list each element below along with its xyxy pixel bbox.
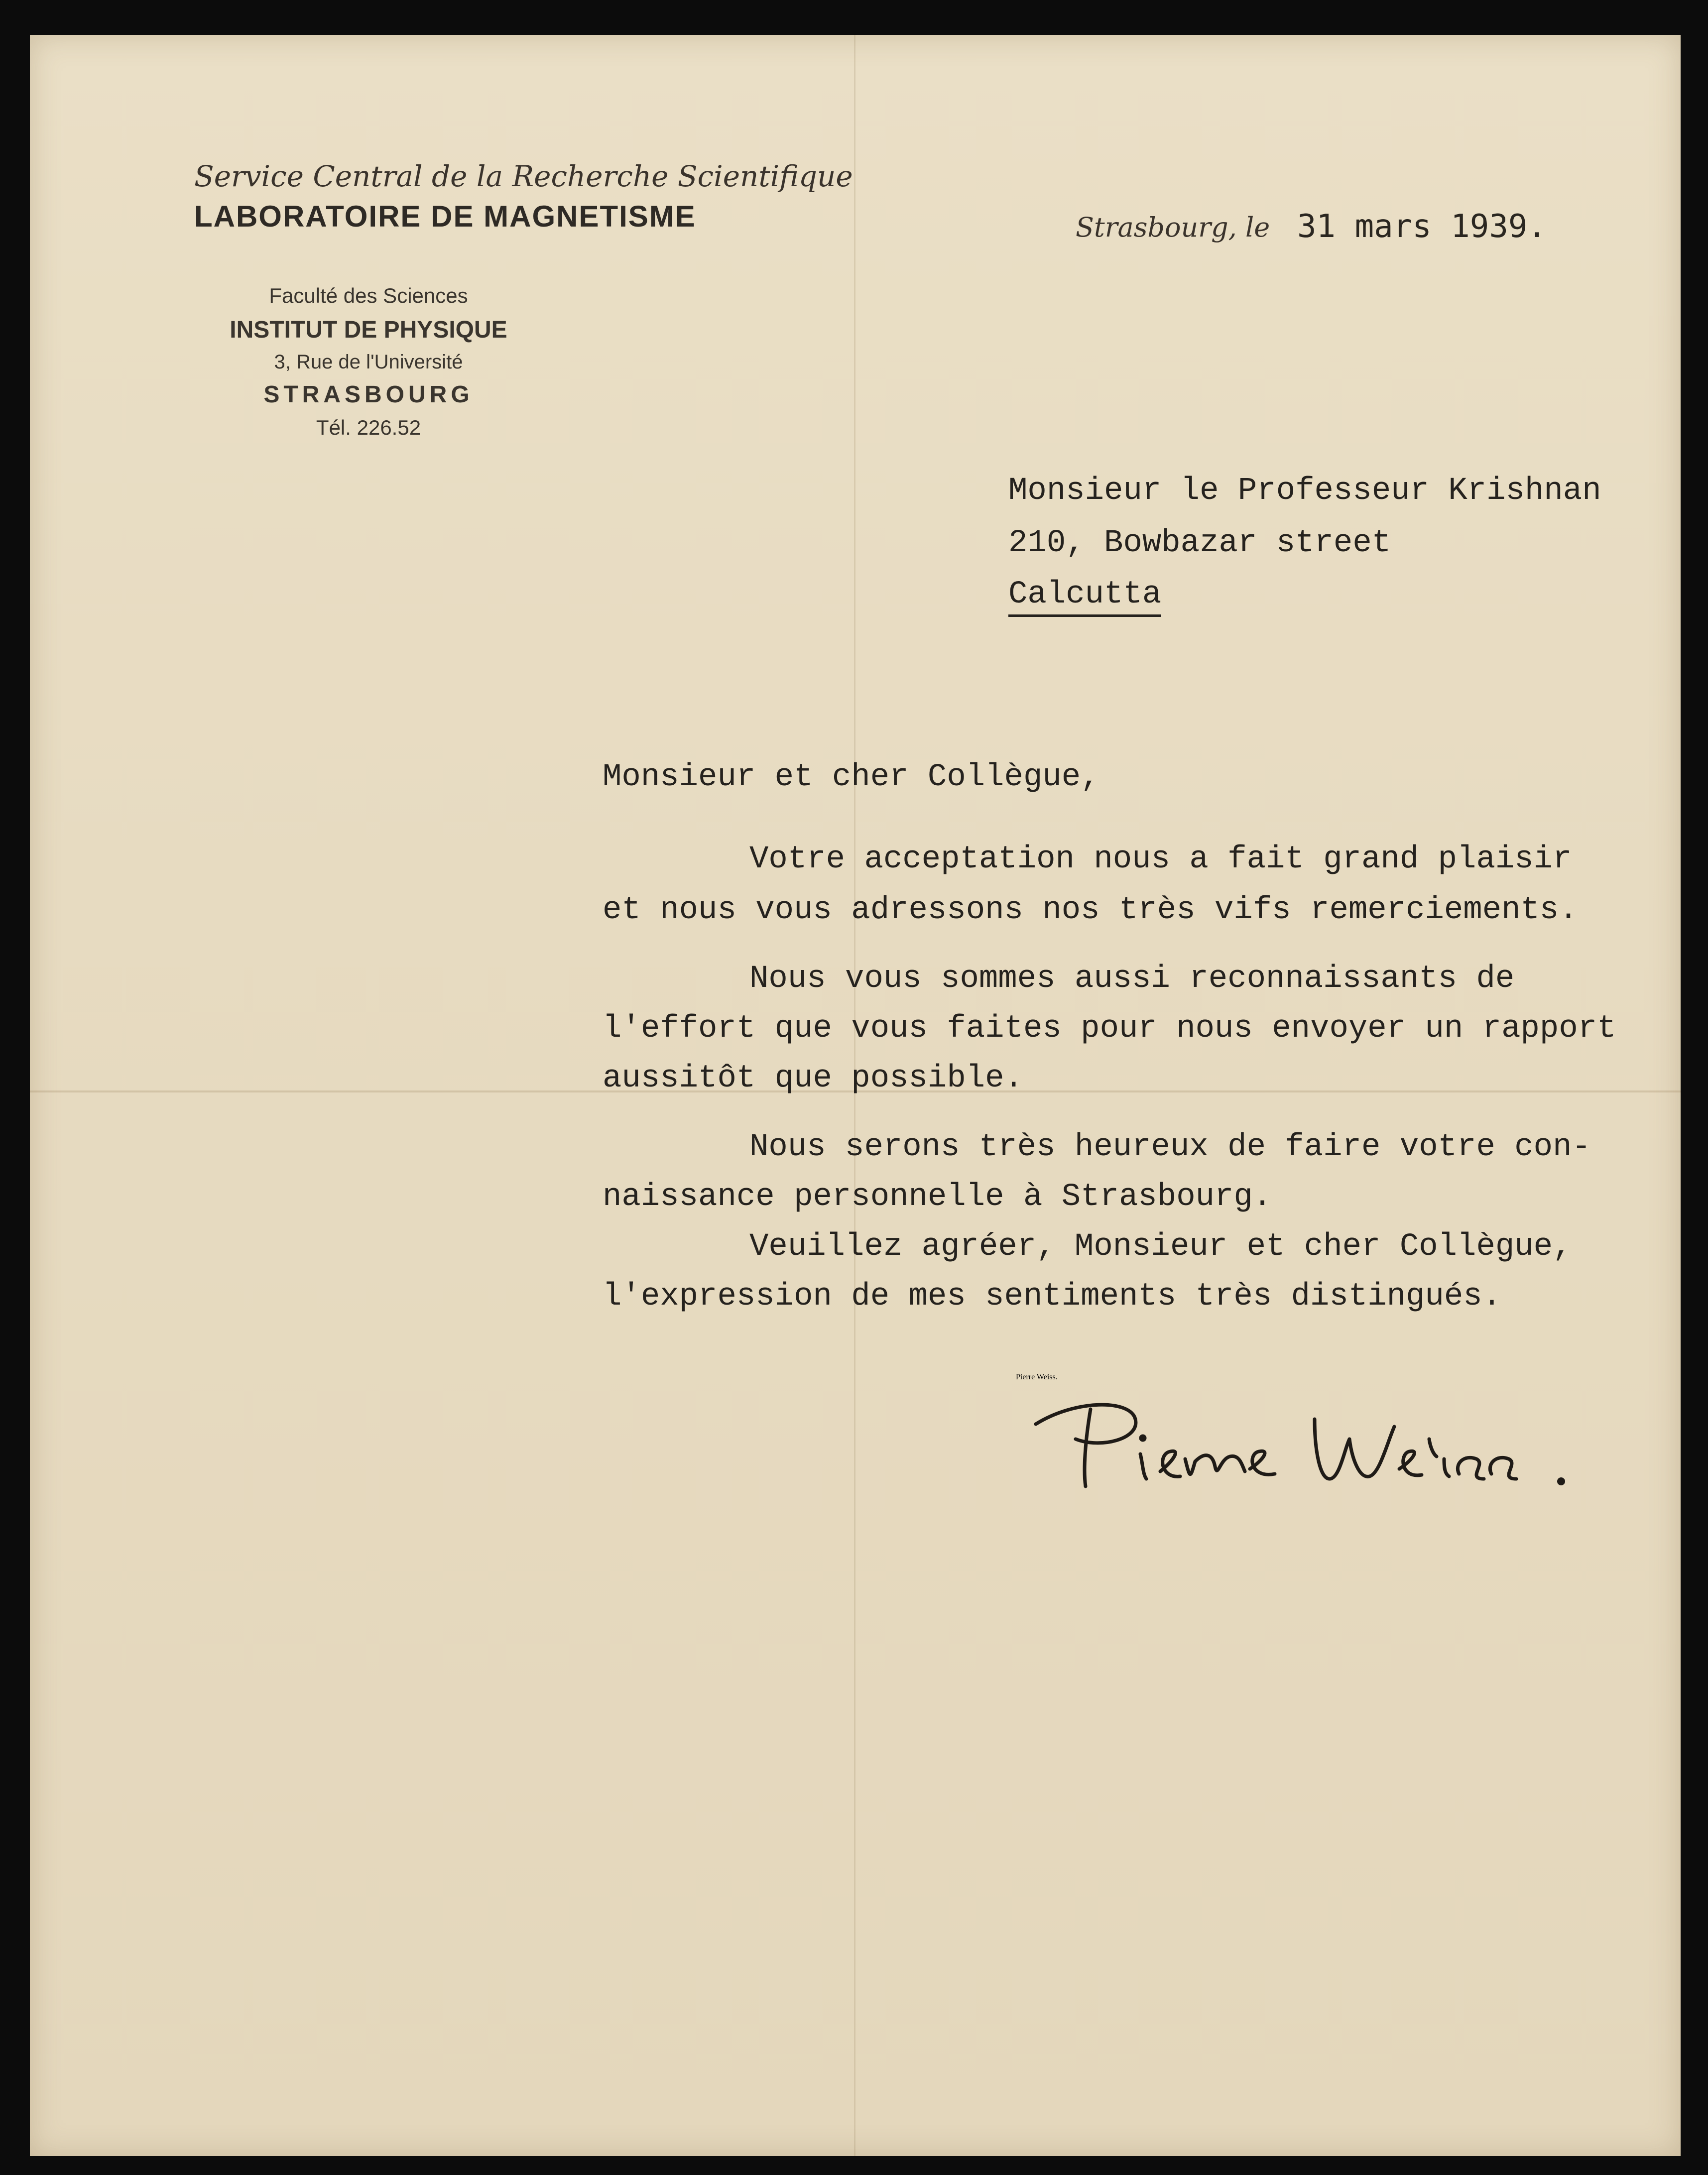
- letterhead-phone: Tél. 226.52: [316, 416, 421, 439]
- closing-line: Veuillez agréer, Monsieur et cher Collègue,: [749, 1229, 1572, 1265]
- body-line: l'effort que vous faites pour nous envoyer un rapport: [603, 1011, 1616, 1047]
- letterhead-institute: INSTITUT DE PHYSIQUE: [230, 317, 507, 343]
- letter-page: [30, 35, 1681, 2156]
- body-line: et nous vous adressons nos très vifs remerciements.: [603, 892, 1578, 928]
- letterhead-faculty: Faculté des Sciences: [269, 284, 468, 307]
- body-line: Nous vous sommes aussi reconnaissants de: [749, 961, 1515, 997]
- letterhead-street: 3, Rue de l'Université: [274, 351, 463, 373]
- handwritten-signature: [1016, 1373, 1574, 1509]
- recipient-city: Calcutta: [1008, 577, 1161, 617]
- body-line: Nous serons très heureux de faire votre con-: [749, 1129, 1591, 1165]
- body-line: Votre acceptation nous a fait grand plaisir: [749, 842, 1572, 877]
- date-value: 31 mars 1939.: [1297, 208, 1547, 245]
- body-line: naissance personnelle à Strasbourg.: [603, 1179, 1272, 1215]
- signature-text: Pierre Weiss.: [1016, 1373, 1058, 1381]
- letterhead-service: Service Central de la Recherche Scientifique: [194, 159, 853, 193]
- closing-line: l'expression de mes sentiments très distingués.: [603, 1279, 1502, 1315]
- letterhead-laboratory: LABORATOIRE DE MAGNETISME: [194, 200, 696, 233]
- salutation: Monsieur et cher Collègue,: [603, 759, 1100, 795]
- letterhead-city: STRASBOURG: [263, 381, 474, 408]
- date-place: Strasbourg, le: [1076, 212, 1270, 243]
- recipient-street: 210, Bowbazar street: [1008, 525, 1391, 561]
- recipient-name: Monsieur le Professeur Krishnan: [1008, 473, 1601, 509]
- body-line: aussitôt que possible.: [603, 1061, 1023, 1096]
